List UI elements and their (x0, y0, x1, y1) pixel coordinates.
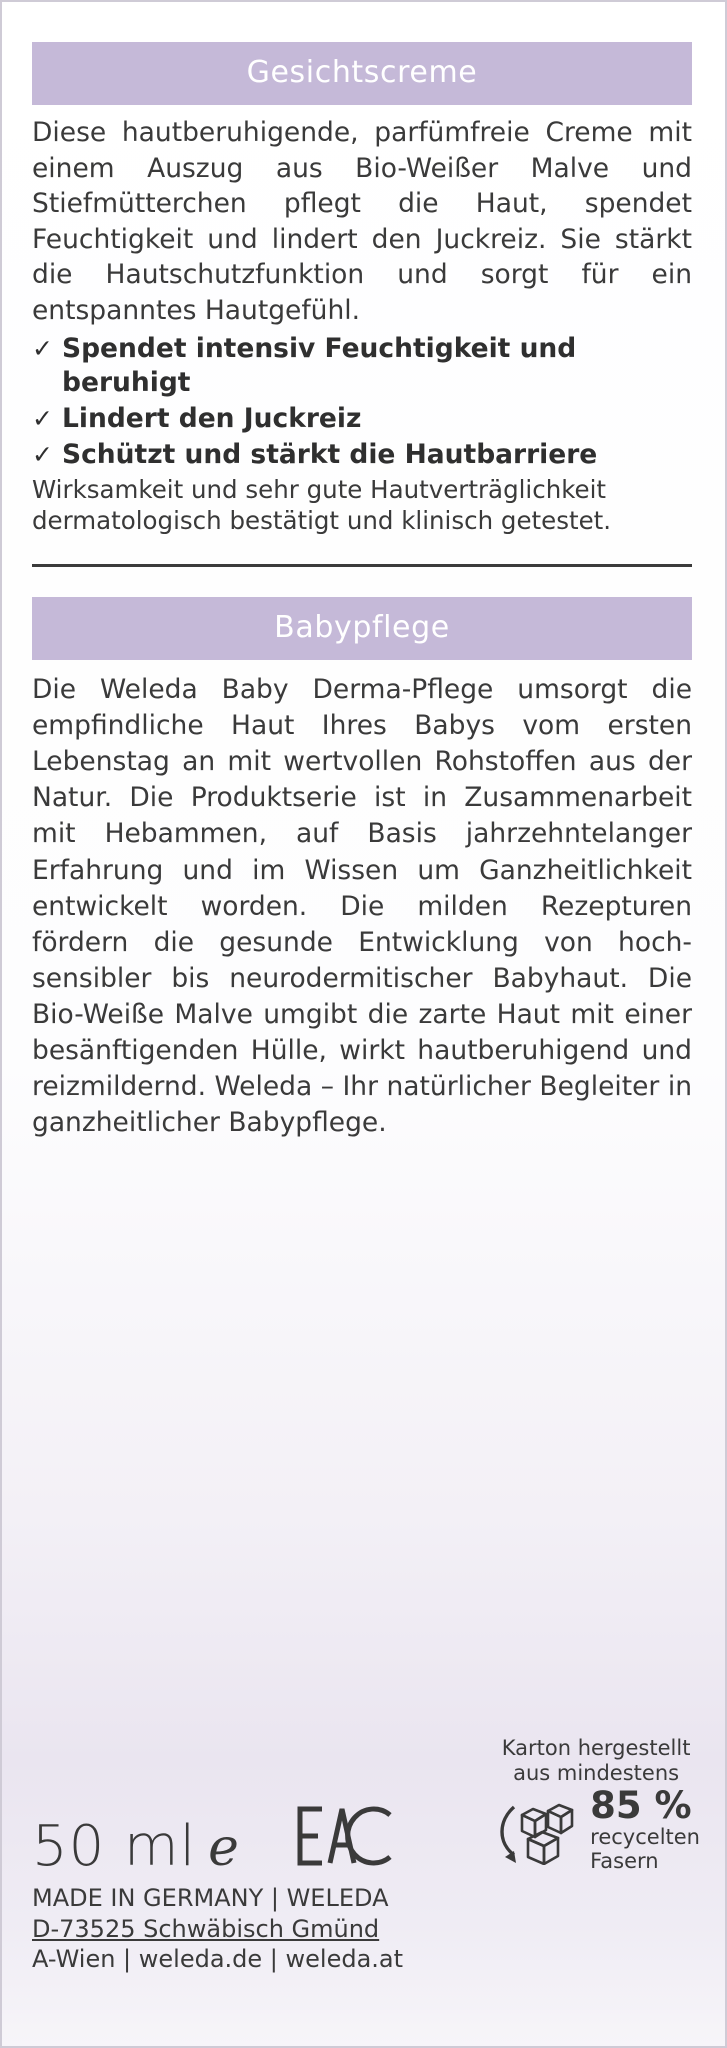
estimated-sign-icon: e (208, 1818, 240, 1879)
address-line-3: A-Wien | weleda.de | weleda.at (32, 1944, 404, 1973)
eac-mark-icon (292, 1805, 396, 1871)
recycled-word-2: Fasern (590, 1848, 659, 1873)
net-volume-value: 50 ml (32, 1814, 197, 1880)
recycling-info (492, 1736, 700, 1873)
recycled-carton-icon (492, 1791, 584, 1869)
section-paragraph-babypflege: Die Weleda Baby Derma-Pflege umsorgt die empfindliche Haut Ihres Babys vom ersten Lebenstag an mit wertvollen Rohstoffen aus der Natur. Die Produktserie ist in Zusammenarbeit mit Hebammen, auf Basis jahrzehntelanger Erfahrung und im Wissen um Ganzheitlichkeit entwickelt worden. Die milden Rezepturen fördern die gesunde Entwicklung von hoch-sensibler bis neurodermitischer Babyhaut. Die Bio-Weiße Malve umgibt die zarte Haut mit einer besänftigenden Hülle, wirkt hautberuhigend und reizmildernd. Weleda – Ihr natürlicher Begleiter in ganzheitlicher Babypflege. (32, 674, 692, 1138)
recycling-row (492, 1784, 700, 1873)
recycled-word-1: recycelten (590, 1825, 700, 1850)
address-line-2: D-73525 Schwäbisch Gmünd (32, 1914, 380, 1943)
recycling-caption-line1: Karton hergestellt (501, 1735, 691, 1760)
recycling-caption (492, 1736, 700, 1786)
benefit-label: Schützt und stärkt die Hautbarriere (62, 438, 598, 470)
recycled-percentage-block (590, 1784, 700, 1873)
section-banner-gesichtscreme: Gesichtscreme (32, 42, 692, 105)
recycling-caption-line2: aus mindestens (513, 1760, 680, 1785)
benefit-label: Lindert den Juckreiz (62, 402, 362, 434)
package-footer (32, 1735, 700, 1974)
dermatological-claim-text: Wirksamkeit und sehr gute Hautverträglichkeit dermatologisch bestätigt und klinisch getestet. (32, 474, 612, 535)
address-line-1: MADE IN GERMANY | WELEDA (32, 1884, 389, 1913)
section-divider (32, 564, 692, 567)
list-item (32, 438, 692, 472)
manufacturer-address (32, 1883, 700, 1974)
package-content (32, 42, 692, 1141)
section-banner-babypflege: Babypflege (32, 597, 692, 660)
net-volume (32, 1814, 240, 1880)
benefit-list (32, 332, 692, 472)
list-item (32, 402, 692, 436)
benefit-label: Spendet intensiv Feuchtigkeit und beruhigt (62, 333, 577, 398)
check-icon: ✓ (32, 334, 53, 363)
list-item (32, 332, 692, 400)
recycled-percentage: 85 % (590, 1784, 692, 1828)
section-paragraph-gesichtscreme: Diese hautberuhigende, parfümfreie Creme mit einem Auszug aus Bio-Weißer Malve und Stiefmütterchen pflegt die Haut, spendet Feuchtigkeit und lindert den Juckreiz. Sie stärkt die Hautschutzfunktion und sorgt für ein entspanntes Hautgefühl. (32, 117, 692, 326)
check-icon: ✓ (32, 439, 53, 469)
footer-top-row (32, 1735, 700, 1880)
check-icon: ✓ (32, 403, 53, 433)
